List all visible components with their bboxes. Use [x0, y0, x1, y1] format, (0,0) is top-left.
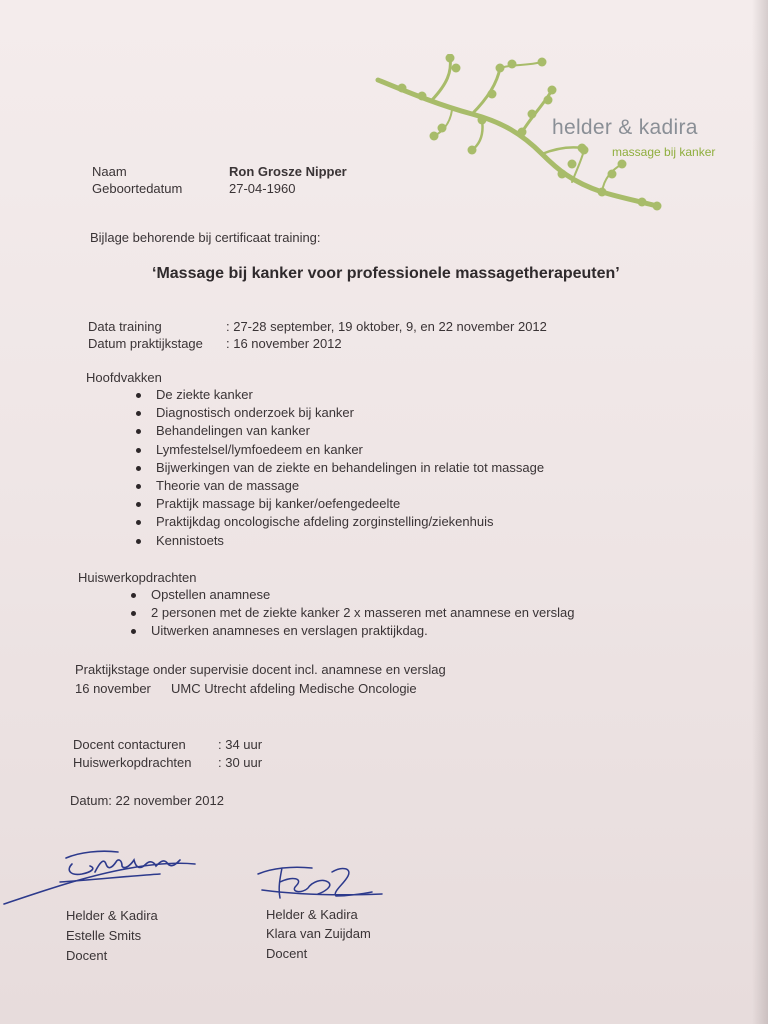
homework-hours-label: Huiswerkopdrachten	[73, 755, 192, 770]
list-item: Theorie van de massage	[156, 477, 544, 495]
homework-heading: Huiswerkopdrachten	[78, 570, 197, 585]
list-item: Behandelingen van kanker	[156, 422, 544, 440]
blossom-icon	[638, 198, 647, 207]
main-subjects-heading: Hoofdvakken	[86, 370, 162, 385]
document-date: Datum: 22 november 2012	[70, 793, 224, 808]
name-label: Naam	[92, 164, 127, 179]
signer2-role: Docent	[266, 946, 308, 961]
birthdate-label: Geboortedatum	[92, 181, 183, 196]
signer1-name: Estelle Smits	[66, 928, 142, 943]
logo-wordmark: helder & kadira	[552, 116, 698, 139]
list-item: Diagnostisch onderzoek bij kanker	[156, 404, 544, 422]
list-item: Bijwerkingen van de ziekte en behandelingen in relatie tot massage	[156, 459, 544, 477]
blossom-icon	[418, 92, 427, 101]
intro-text: Bijlage behorende bij certificaat training:	[90, 230, 321, 245]
list-item: Opstellen anamnese	[151, 586, 574, 604]
list-item: 2 personen met de ziekte kanker 2 x masseren met anamnese en verslag	[151, 604, 574, 622]
blossom-icon	[508, 60, 517, 69]
blossom-icon	[528, 110, 537, 119]
internship-date-label: Datum praktijkstage	[88, 336, 203, 351]
logo-subtitle: massage bij kanker	[612, 145, 716, 159]
list-item: Kennistoets	[156, 532, 544, 550]
blossom-icon	[598, 188, 607, 197]
training-title: ‘Massage bij kanker voor professionele massagetherapeuten’	[152, 265, 620, 282]
signer2-name: Klara van Zuijdam	[266, 926, 371, 941]
contact-hours-label: Docent contacturen	[73, 737, 186, 752]
blossom-icon	[568, 160, 577, 169]
list-item: De ziekte kanker	[156, 386, 544, 404]
blossom-icon	[438, 124, 447, 133]
blossom-icon	[558, 170, 567, 179]
birthdate-value: 27-04-1960	[229, 181, 296, 196]
blossom-icon	[653, 202, 662, 211]
blossom-icon	[608, 170, 617, 179]
list-item: Lymfestelsel/lymfoedeem en kanker	[156, 441, 544, 459]
name-value: Ron Grosze Nipper	[229, 164, 347, 179]
blossom-icon	[398, 84, 407, 93]
blossom-icon	[446, 54, 455, 63]
blossom-icon	[544, 96, 553, 105]
signature-klara-van-zuijdam	[252, 858, 392, 904]
signer1-organization: Helder & Kadira	[66, 908, 158, 923]
blossom-icon	[496, 64, 505, 73]
blossom-icon	[518, 128, 527, 137]
internship-location: UMC Utrecht afdeling Medische Oncologie	[171, 681, 417, 696]
homework-hours-value: : 30 uur	[218, 755, 263, 770]
blossom-icon	[452, 64, 461, 73]
blossom-icon	[468, 146, 477, 155]
blossom-icon	[488, 90, 497, 99]
paper-edge-shadow	[752, 0, 768, 1024]
training-dates-value: : 27-28 september, 19 oktober, 9, en 22 november 2012	[226, 319, 547, 334]
blossom-icon	[538, 58, 547, 67]
internship-day: 16 november	[75, 681, 151, 696]
list-item: Praktijkdag oncologische afdeling zorginstelling/ziekenhuis	[156, 513, 544, 531]
internship-description: Praktijkstage onder supervisie docent incl. anamnese en verslag	[75, 662, 446, 677]
blossom-icon	[430, 132, 439, 141]
training-dates-label: Data training	[88, 319, 162, 334]
contact-hours-value: : 34 uur	[218, 737, 263, 752]
homework-list	[151, 586, 574, 641]
main-subjects-list	[156, 386, 544, 550]
list-item: Praktijk massage bij kanker/oefengedeelte	[156, 495, 544, 513]
signer1-role: Docent	[66, 948, 108, 963]
signer2-organization: Helder & Kadira	[266, 907, 358, 922]
blossom-icon	[548, 86, 557, 95]
list-item: Uitwerken anamneses en verslagen praktijkdag.	[151, 622, 574, 640]
internship-date-value: : 16 november 2012	[226, 336, 342, 351]
blossom-icon	[478, 116, 487, 125]
signature-estelle-smits	[0, 842, 210, 910]
blossom-icon	[578, 144, 587, 153]
blossom-icon	[618, 160, 627, 169]
